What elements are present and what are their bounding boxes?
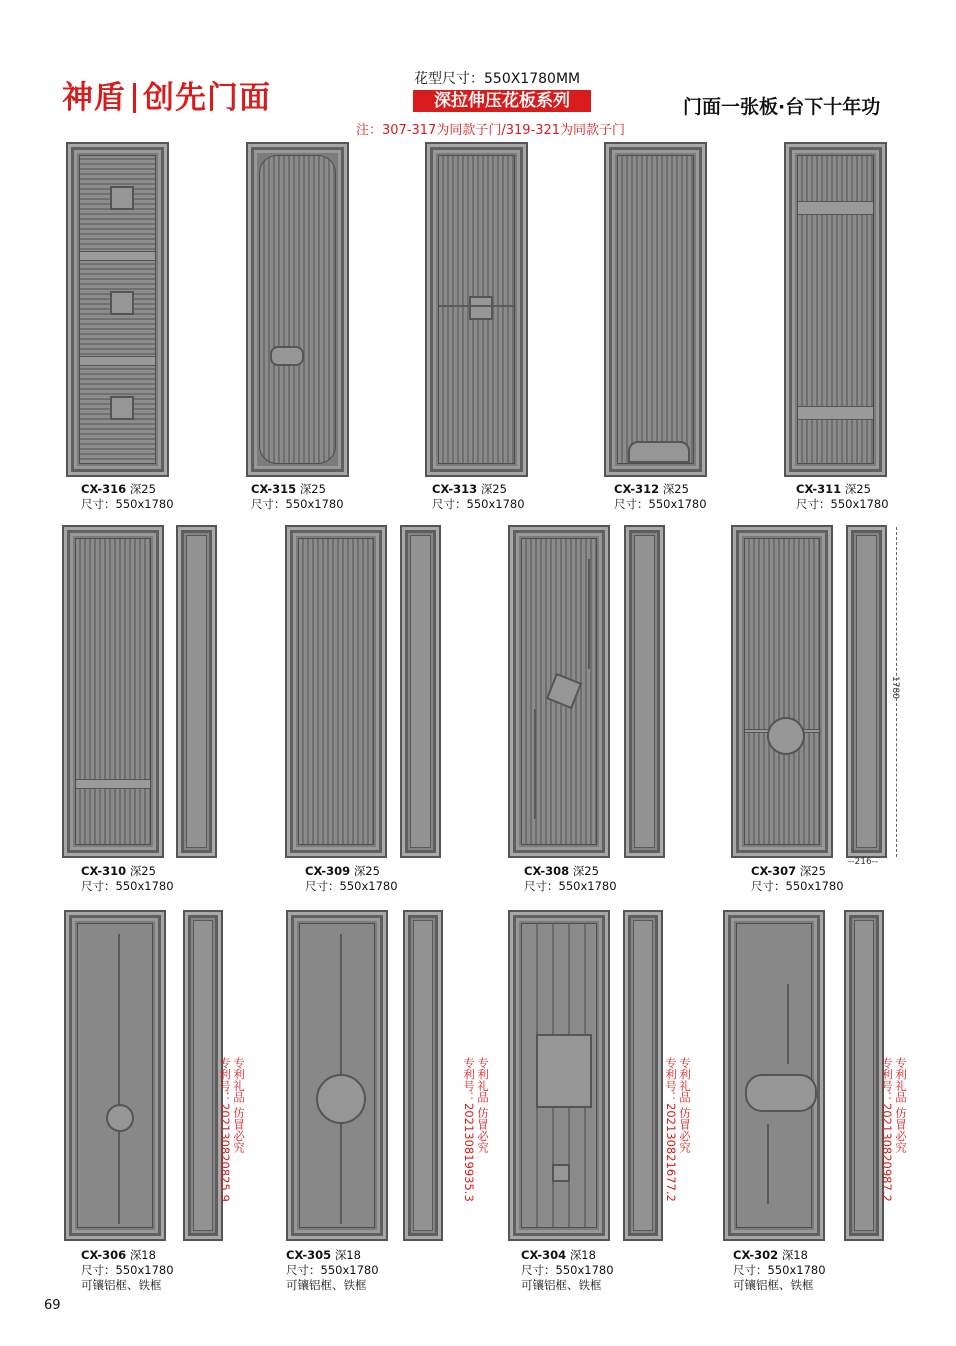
patent-note xyxy=(462,1057,490,1202)
patent-note xyxy=(880,1057,908,1202)
patent-number: 专利号：202130820825.9 xyxy=(218,1057,232,1202)
product-depth: 深25 xyxy=(662,482,689,496)
product-depth: 深25 xyxy=(129,864,156,878)
product-size: 尺寸：550x1780 xyxy=(796,497,889,511)
product-size: 尺寸：550x1780 xyxy=(524,879,617,893)
brand-name: 神盾 xyxy=(62,80,126,116)
product-size: 尺寸：550x1780 xyxy=(286,1263,379,1277)
patent-label: 专利礼品 仿冒必究 xyxy=(476,1057,490,1153)
product-code: CX-302 xyxy=(733,1248,779,1262)
brand-slogan-red: 创先门面 xyxy=(143,80,271,116)
product-frame: 可镶铝框、铁框 xyxy=(733,1278,814,1292)
door-image-cx306 xyxy=(64,910,166,1241)
patent-number: 专利号：202130821677.2 xyxy=(664,1057,678,1202)
door-image-cx305 xyxy=(286,910,388,1241)
product-size: 尺寸：550x1780 xyxy=(81,879,174,893)
product-depth: 深25 xyxy=(572,864,599,878)
caption-cx307 xyxy=(751,864,844,894)
product-size: 尺寸：550x1780 xyxy=(81,497,174,511)
patent-label: 专利礼品 仿冒必究 xyxy=(894,1057,908,1153)
patent-note xyxy=(218,1057,246,1202)
door-image-cx302 xyxy=(723,910,825,1241)
side-panel-cx309 xyxy=(400,525,441,858)
product-size: 尺寸：550x1780 xyxy=(521,1263,614,1277)
door-image-cx316 xyxy=(66,142,169,477)
product-depth: 深25 xyxy=(129,482,156,496)
product-code: CX-313 xyxy=(432,482,478,496)
product-size: 尺寸：550x1780 xyxy=(81,1263,174,1277)
product-depth: 深25 xyxy=(844,482,871,496)
product-frame: 可镶铝框、铁框 xyxy=(521,1278,602,1292)
patent-label: 专利礼品 仿冒必究 xyxy=(232,1057,246,1153)
side-panel-cx302 xyxy=(844,910,884,1241)
door-image-cx310 xyxy=(62,525,164,858)
caption-cx313 xyxy=(432,482,525,512)
patent-number: 专利号：202130820987.2 xyxy=(880,1057,894,1202)
door-image-cx313 xyxy=(425,142,528,477)
side-panel-cx308 xyxy=(624,525,665,858)
caption-cx304 xyxy=(521,1248,614,1293)
product-depth: 深18 xyxy=(129,1248,156,1262)
product-size: 尺寸：550x1780 xyxy=(614,497,707,511)
patent-number: 专利号：202130819935.3 xyxy=(462,1057,476,1202)
dimension-width: --216-- xyxy=(848,857,879,867)
product-size: 尺寸：550x1780 xyxy=(733,1263,826,1277)
patent-label: 专利礼品 仿冒必究 xyxy=(678,1057,692,1153)
caption-cx311 xyxy=(796,482,889,512)
patent-note xyxy=(664,1057,692,1202)
product-depth: 深25 xyxy=(353,864,380,878)
door-image-cx311 xyxy=(784,142,887,477)
product-code: CX-304 xyxy=(521,1248,567,1262)
caption-cx302 xyxy=(733,1248,826,1293)
product-code: CX-315 xyxy=(251,482,297,496)
brand-logo xyxy=(62,80,271,116)
product-code: CX-316 xyxy=(81,482,127,496)
door-image-cx309 xyxy=(285,525,387,858)
spec-size: 花型尺寸：550X1780MM xyxy=(414,71,581,87)
caption-cx306 xyxy=(81,1248,174,1293)
product-code: CX-310 xyxy=(81,864,127,878)
product-depth: 深18 xyxy=(334,1248,361,1262)
door-image-cx312 xyxy=(604,142,707,477)
product-code: CX-311 xyxy=(796,482,842,496)
side-panel-cx310 xyxy=(176,525,217,858)
product-code: CX-307 xyxy=(751,864,797,878)
product-frame: 可镶铝框、铁框 xyxy=(286,1278,367,1292)
slogan: 门面一张板·台下十年功 xyxy=(683,96,881,118)
caption-cx308 xyxy=(524,864,617,894)
product-code: CX-309 xyxy=(305,864,351,878)
product-size: 尺寸：550x1780 xyxy=(751,879,844,893)
door-image-cx304 xyxy=(508,910,610,1241)
caption-cx309 xyxy=(305,864,398,894)
side-panel-cx307 xyxy=(846,525,887,858)
brand-divider xyxy=(133,83,136,113)
caption-cx312 xyxy=(614,482,707,512)
product-code: CX-306 xyxy=(81,1248,127,1262)
caption-cx310 xyxy=(81,864,174,894)
product-depth: 深25 xyxy=(799,864,826,878)
side-panel-cx306 xyxy=(183,910,223,1241)
product-depth: 深18 xyxy=(781,1248,808,1262)
side-panel-cx305 xyxy=(403,910,443,1241)
product-frame: 可镶铝框、铁框 xyxy=(81,1278,162,1292)
door-image-cx307 xyxy=(731,525,833,858)
side-panel-cx304 xyxy=(623,910,663,1241)
product-code: CX-308 xyxy=(524,864,570,878)
caption-cx315 xyxy=(251,482,344,512)
caption-cx316 xyxy=(81,482,174,512)
door-image-cx308 xyxy=(508,525,610,858)
series-title: 深拉伸压花板系列 xyxy=(413,90,591,112)
product-depth: 深25 xyxy=(299,482,326,496)
product-code: CX-312 xyxy=(614,482,660,496)
door-image-cx315 xyxy=(246,142,349,477)
product-size: 尺寸：550x1780 xyxy=(251,497,344,511)
dimension-height: 1780 xyxy=(890,676,900,699)
page-number: 69 xyxy=(44,1298,61,1313)
product-depth: 深18 xyxy=(569,1248,596,1262)
product-code: CX-305 xyxy=(286,1248,332,1262)
product-depth: 深25 xyxy=(480,482,507,496)
caption-cx305 xyxy=(286,1248,379,1293)
product-size: 尺寸：550x1780 xyxy=(432,497,525,511)
note: 注：307-317为同款子门/319-321为同款子门 xyxy=(356,123,626,138)
product-size: 尺寸：550x1780 xyxy=(305,879,398,893)
